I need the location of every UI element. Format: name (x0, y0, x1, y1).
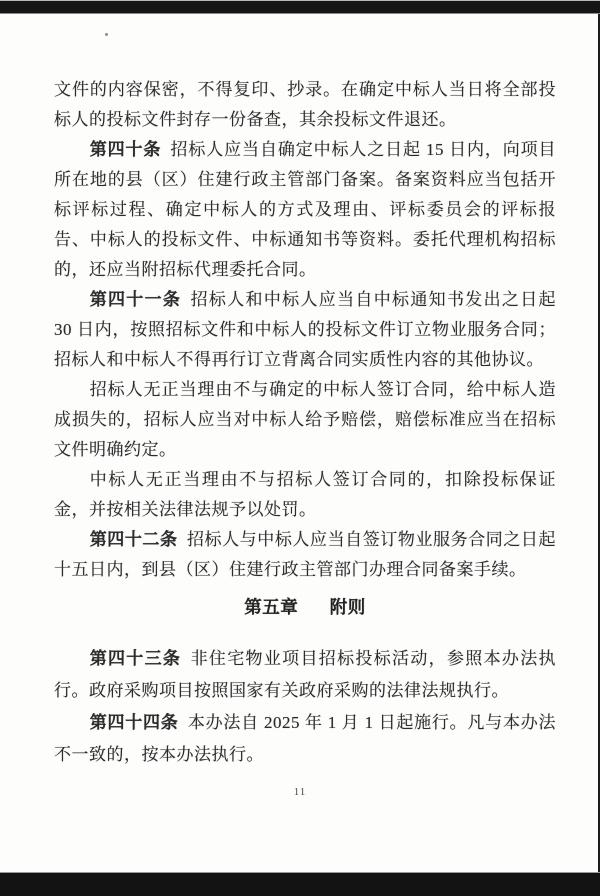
bottom-letterbox-bar (0, 872, 600, 896)
article-40-number: 第四十条 (89, 140, 162, 159)
para-article-44 (54, 707, 556, 771)
article-42-text: 招标人与中标人应当自签订物业服务合同之日起十五日内，到县（区）住建行政主管部门办理合同备案手续。 (54, 530, 557, 579)
para-tenderer-liability (54, 375, 556, 465)
page-number: 11 (293, 786, 307, 798)
article-42-number: 第四十二条 (89, 530, 178, 549)
para-article-40 (54, 135, 556, 285)
page-content (54, 75, 556, 771)
chapter-heading (54, 592, 556, 622)
para-winner-liability (54, 465, 556, 525)
para-continuation-text: 文件的内容保密，不得复印、抄录。在确定中标人当日将全部投标人的投标文件封存一份备查，其余投标文件退还。 (54, 80, 556, 129)
chapter-number: 第五章 (244, 597, 299, 617)
article-44-text: 本办法自 2025 年 1 月 1 日起施行。凡与本办法不一致的，按本办法执行。 (54, 713, 557, 764)
para-article-41 (54, 285, 556, 375)
para-article-43 (54, 643, 556, 707)
article-43-number: 第四十三条 (89, 649, 182, 668)
document-page (0, 14, 600, 872)
para-continuation (54, 75, 556, 135)
afterword-section (54, 592, 556, 771)
chapter-title: 附则 (329, 597, 366, 617)
scan-artifact (105, 33, 108, 36)
para-article-42 (54, 525, 556, 585)
article-44-number: 第四十四条 (89, 713, 179, 732)
para-tenderer-liability-text: 招标人无正当理由不与确定的中标人签订合同，给中标人造成损失的，招标人应当对中标人给予赔偿，赔偿标准应当在招标文件明确约定。 (54, 380, 556, 459)
article-41-text: 招标人和中标人应当自中标通知书发出之日起 30 日内，按照招标文件和中标人的投标文件订立物业服务合同；招标人和中标人不得再行订立背离合同实质性内容的其他协议。 (54, 290, 557, 369)
para-winner-liability-text: 中标人无正当理由不与招标人签订合同的，扣除投标保证金，并按相关法律法规予以处罚。 (54, 470, 556, 519)
article-43-text: 非住宅物业项目招标投标活动，参照本办法执行。政府采购项目按照国家有关政府采购的法律法规执行。 (54, 649, 557, 700)
top-letterbox-bar (0, 0, 600, 14)
article-40-text: 招标人应当自确定中标人之日起 15 日内，向项目所在地的县（区）住建行政主管部门备案。备案资料应当包括开标评标过程、确定中标人的方式及理由、评标委员会的评标报告、中标人的投标文件、中标通知书等资料。委托代理机构招标的，还应当附招标代理委托合同。 (54, 140, 556, 279)
article-41-number: 第四十一条 (89, 290, 182, 309)
